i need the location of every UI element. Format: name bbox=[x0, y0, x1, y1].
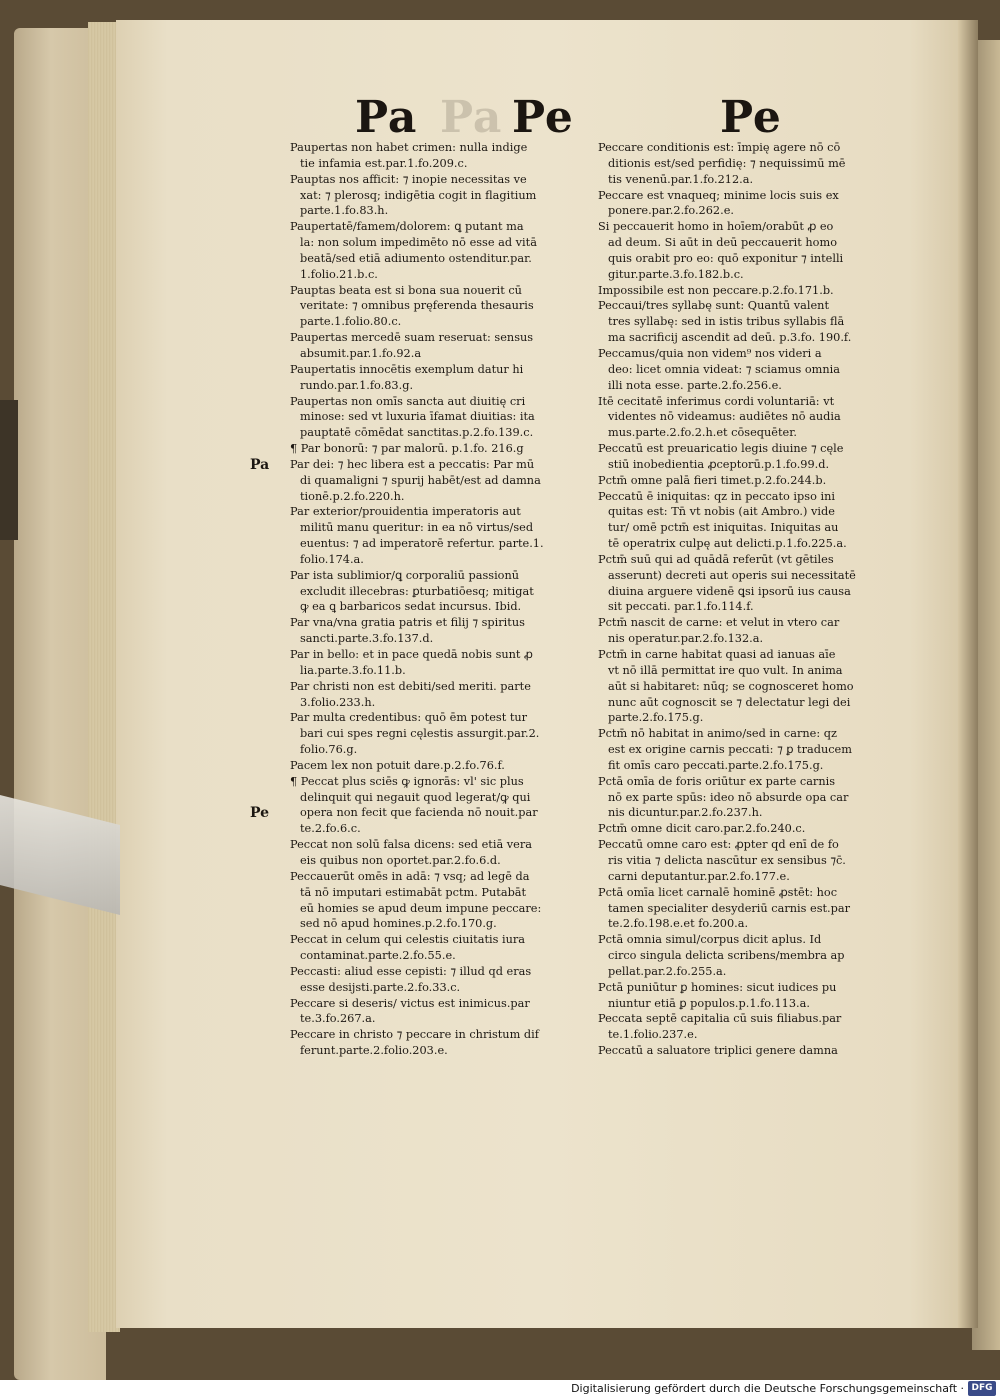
index-line: Par exterior/prouidentia imperatoris aut bbox=[290, 505, 521, 519]
running-head-right-pe: Pe bbox=[720, 92, 782, 143]
index-line: di quamaligni ⁊ spurij habēt/est ad damna bbox=[300, 473, 541, 487]
index-line: eū homies se apud deum impune peccare: bbox=[300, 901, 542, 915]
index-line: xat: ⁊ plerosq; indigētia cogit in flagitium bbox=[300, 188, 537, 202]
index-line: Pctm̄ omne dicit caro.par.2.fo.240.c. bbox=[598, 822, 806, 836]
index-line: Si peccauerit homo in hoīem/orabūt ꝓ eo bbox=[598, 220, 834, 234]
index-line: aūt si habitaret: nūq; se cognosceret homo bbox=[608, 679, 854, 693]
index-line: Peccatū est preuaricatio legis diuine ⁊ cęle bbox=[598, 442, 844, 456]
index-line: fit omīs caro peccati.parte.2.fo.175.g. bbox=[608, 758, 824, 772]
index-line: sancti.parte.3.fo.137.d. bbox=[300, 632, 434, 646]
index-line: Par vna/vna gratia patris et filij ⁊ spiritus bbox=[290, 616, 525, 630]
index-line: est ex origine carnis peccati: ⁊ ꝑ traducem bbox=[608, 743, 852, 757]
index-line: tres syllabę: sed in istis tribus syllabis flā bbox=[608, 315, 845, 329]
index-line: excludit illecebras: ꝑturbatiōesq; mitigat bbox=[300, 584, 534, 598]
index-line: Pctā omnia simul/corpus dicit aplus. Id bbox=[598, 933, 822, 947]
index-line: deo: licet omnia videat: ⁊ sciamus omnia bbox=[608, 362, 840, 376]
index-line: Pctm̄ nascit de carne: et velut in vtero car bbox=[598, 616, 840, 630]
index-line: ꝙ ea ꝗ barbaricos sedat incursus. Ibid. bbox=[300, 600, 522, 614]
index-line: Pctm̄ in carne habitat quasi ad ianuas aīe bbox=[598, 648, 836, 661]
index-line: Peccat in celum qui celestis ciuitatis iura bbox=[290, 933, 526, 947]
index-line: parte.2.fo.175.g. bbox=[608, 711, 704, 725]
margin-note-pa: Pa bbox=[250, 457, 270, 473]
index-line: pauptatē cōmēdat sanctitas.p.2.fo.139.c. bbox=[300, 426, 534, 440]
index-line: Paupertatis innocētis exemplum datur hi bbox=[290, 362, 524, 376]
digitization-footer bbox=[0, 1380, 1000, 1398]
index-line: delinquit qui negauit quod legerat/ꝙ qui bbox=[300, 790, 531, 804]
index-line: pellat.par.2.fo.255.a. bbox=[608, 964, 727, 978]
index-line: militū manu queritur: in ea nō virtus/sed bbox=[300, 521, 534, 535]
margin-note-pe: Pe bbox=[250, 805, 270, 821]
index-line: carni deputantur.par.2.fo.177.e. bbox=[608, 869, 790, 883]
index-line: Impossibile est non peccare.p.2.fo.171.b. bbox=[598, 283, 834, 297]
index-line: Peccamus/quia non videm⁹ nos videri a bbox=[598, 346, 822, 360]
index-line: Peccata septē capitalia cū suis filiabus.par bbox=[598, 1012, 842, 1026]
index-line: 1.folio.21.b.c. bbox=[300, 267, 378, 281]
index-line: diuina arguere videnē ꝗsi ipsorū ius causa bbox=[608, 584, 851, 598]
index-line: Peccare si deseris/ victus est inimicus.par bbox=[290, 996, 530, 1010]
index-line: te.2.fo.6.c. bbox=[300, 822, 361, 836]
index-line: Pctm̄ suū qui ad quādā referūt (vt gētiles bbox=[598, 552, 834, 566]
index-line: Peccare in christo ⁊ peccare in christum dif bbox=[290, 1028, 539, 1042]
index-line: ad deum. Si aūt in deū peccauerit homo bbox=[608, 236, 837, 250]
index-line: Pauptas nos afficit: ⁊ inopie necessitas ve bbox=[290, 172, 527, 186]
index-line: Paupertas non omīs sancta aut diuitię cri bbox=[290, 394, 526, 408]
index-line: Peccauerūt omēs in adā: ⁊ vsq; ad legē da bbox=[290, 869, 530, 883]
index-line: Peccatū ē iniquitas: qz in peccato ipso ini bbox=[598, 489, 835, 503]
index-line: tionē.p.2.fo.220.h. bbox=[300, 489, 405, 503]
index-line: Pauptas beata est si bona sua nouerit cū bbox=[290, 283, 522, 297]
running-head-left-pa: Pa bbox=[355, 92, 418, 143]
index-line: Pctā omīa de foris oriūtur ex parte carnis bbox=[598, 774, 836, 788]
dfg-logo: DFG bbox=[968, 1381, 996, 1396]
index-line: Peccasti: aliud esse cepisti: ⁊ illud qd eras bbox=[290, 964, 532, 978]
index-line: tā nō imputari estimabāt pctm. Putabāt bbox=[300, 885, 527, 899]
index-line: gitur.parte.3.fo.182.b.c. bbox=[608, 267, 744, 281]
page-gutter bbox=[958, 20, 978, 1328]
index-line: rundo.par.1.fo.83.g. bbox=[300, 378, 414, 392]
index-line: Pctm̄ omne palā fieri timet.p.2.fo.244.b. bbox=[598, 473, 827, 487]
index-line: contaminat.parte.2.fo.55.e. bbox=[300, 949, 456, 963]
index-line: te.2.fo.198.e.et fo.200.a. bbox=[608, 917, 749, 931]
binding-clasp bbox=[0, 400, 18, 540]
index-column-right bbox=[598, 140, 898, 1059]
index-line: Peccat non solū falsa dicens: sed etiā vera bbox=[290, 838, 532, 852]
index-line: ¶ Par bonorū: ⁊ par malorū. p.1.fo. 216.g bbox=[290, 442, 524, 456]
index-line: ¶ Peccat plus sciēs ꝙ ignorās: vl' sic plus bbox=[290, 774, 524, 788]
index-line: Itē cecitatē inferimus cordi voluntariā: vt bbox=[598, 394, 835, 408]
index-line: veritate: ⁊ omnibus pręferenda thesauris bbox=[300, 299, 534, 313]
index-line: quitas est: Tn̄ vt nobis (ait Ambro.) vide bbox=[608, 505, 835, 519]
index-line: asserunt) decreti aut operis sui necessitatē bbox=[608, 568, 856, 582]
index-line: minose: sed vt luxuria īfamat diuitias: ita bbox=[300, 410, 535, 424]
index-line: opera non fecit que facienda nō nouit.par bbox=[300, 806, 538, 820]
index-line: illi nota esse. parte.2.fo.256.e. bbox=[608, 378, 782, 392]
index-line: euentus: ⁊ ad imperatorē refertur. parte.1. bbox=[300, 537, 544, 551]
index-line: la: non solum impedimēto nō esse ad vitā bbox=[300, 236, 537, 250]
index-line: niuntur etiā ꝑ populos.p.1.fo.113.a. bbox=[608, 996, 810, 1010]
index-line: bari cui spes regni cęlestis assurgit.par.2. bbox=[300, 727, 540, 741]
index-line: sed nō apud homines.p.2.fo.170.g. bbox=[300, 917, 497, 931]
index-line: tur/ omē pctm̄ est iniquitas. Iniquitas au bbox=[608, 521, 839, 535]
index-line: parte.1.fo.83.h. bbox=[300, 204, 389, 218]
index-line: Peccatū omne caro est: ꝓpter qd enī de fo bbox=[598, 838, 839, 852]
index-line: esse desijsti.parte.2.fo.33.c. bbox=[300, 980, 461, 994]
index-line: Par dei: ⁊ hec libera est a peccatis: Par mū bbox=[290, 457, 535, 471]
index-line: Pctā omīa licet carnalē hominē ꝓstēt: hoc bbox=[598, 885, 838, 899]
index-line: eis quibus non oportet.par.2.fo.6.d. bbox=[300, 853, 501, 867]
index-line: Pctā puniūtur ꝑ homines: sicut iudices pu bbox=[598, 980, 837, 994]
index-column-left bbox=[290, 140, 596, 1059]
index-line: Paupertas non habet crimen: nulla indige bbox=[290, 141, 528, 154]
index-line: tis venenū.par.1.fo.212.a. bbox=[608, 172, 754, 186]
index-line: nō ex parte spūs: ideo nō absurde opa car bbox=[608, 790, 849, 804]
index-line: te.3.fo.267.a. bbox=[300, 1012, 376, 1026]
index-line: Paupertatē/famem/dolorem: ꝗ putant ma bbox=[290, 220, 524, 234]
index-line: Pctm̄ nō habitat in animo/sed in carne: qz bbox=[598, 727, 837, 741]
index-line: folio.76.g. bbox=[300, 743, 358, 757]
index-line: parte.1.folio.80.c. bbox=[300, 315, 402, 329]
index-line: nis operatur.par.2.fo.132.a. bbox=[608, 632, 764, 646]
index-line: ris vitia ⁊ delicta nascūtur ex sensibus ⁊c̄. bbox=[608, 853, 846, 867]
index-line: te.1.folio.237.e. bbox=[608, 1028, 698, 1042]
index-line: folio.174.a. bbox=[300, 552, 364, 566]
index-line: lia.parte.3.fo.11.b. bbox=[300, 663, 406, 677]
index-line: ma sacrificij ascendit ad deū. p.3.fo. 190.f. bbox=[608, 331, 852, 345]
index-line: tē operatrix culpę aut delicti.p.1.fo.225.a. bbox=[608, 537, 847, 551]
index-line: Par christi non est debiti/sed meriti. parte bbox=[290, 679, 531, 693]
index-line: Peccare conditionis est: īmpię agere nō cō bbox=[598, 141, 841, 154]
index-line: quis orabit pro eo: quō exponitur ⁊ intelli bbox=[608, 251, 844, 265]
running-head-ghost: Pa bbox=[440, 92, 503, 143]
index-line: tamen specialiter desyderiū carnis est.par bbox=[608, 901, 850, 915]
index-line: absumit.par.1.fo.92.a bbox=[300, 346, 422, 360]
index-line: Pacem lex non potuit dare.p.2.fo.76.f. bbox=[290, 758, 505, 772]
index-line: Peccatū a saluatore triplici genere damna bbox=[598, 1044, 838, 1058]
index-line: Paupertas mercedē suam reseruat: sensus bbox=[290, 331, 534, 345]
index-line: Par in bello: et in pace quedā nobis sunt ꝓ bbox=[290, 648, 533, 661]
index-line: Peccare est vnaqueq; minime locis suis ex bbox=[598, 188, 839, 202]
index-line: tie infamia est.par.1.fo.209.c. bbox=[300, 156, 468, 170]
index-line: nis dicuntur.par.2.fo.237.h. bbox=[608, 806, 763, 820]
index-line: Par ista sublimior/ꝗ corporaliū passionū bbox=[290, 568, 520, 582]
footer-credit: Digitalisierung gefördert durch die Deutsche Forschungsgemeinschaft · bbox=[571, 1382, 964, 1395]
index-line: circo singula delicta scribens/membra ap bbox=[608, 949, 845, 963]
running-head-left-pe: Pe bbox=[512, 92, 574, 143]
index-line: sit peccati. par.1.fo.114.f. bbox=[608, 600, 754, 614]
index-line: ditionis est/sed perfidię: ⁊ nequissimū mē bbox=[608, 156, 846, 170]
index-line: stiū inobedientia ꝓceptorū.p.1.fo.99.d. bbox=[608, 457, 830, 471]
index-line: 3.folio.233.h. bbox=[300, 695, 376, 709]
index-line: Par multa credentibus: quō ēm potest tur bbox=[290, 711, 528, 725]
index-line: vt nō illā permittat ire quo vult. In anima bbox=[608, 663, 843, 677]
index-line: videntes nō videamus: audiētes nō audia bbox=[608, 410, 841, 424]
index-line: Peccaui/tres syllabę sunt: Quantū valent bbox=[598, 299, 829, 313]
index-line: ponere.par.2.fo.262.e. bbox=[608, 204, 734, 218]
index-line: mus.parte.2.fo.2.h.et cōsequēter. bbox=[608, 426, 797, 440]
index-line: nunc aūt cognoscit se ⁊ delectatur legi dei bbox=[608, 695, 851, 709]
index-line: ferunt.parte.2.folio.203.e. bbox=[300, 1044, 448, 1058]
index-line: beatā/sed etiā adiumento ostenditur.par. bbox=[300, 251, 532, 265]
